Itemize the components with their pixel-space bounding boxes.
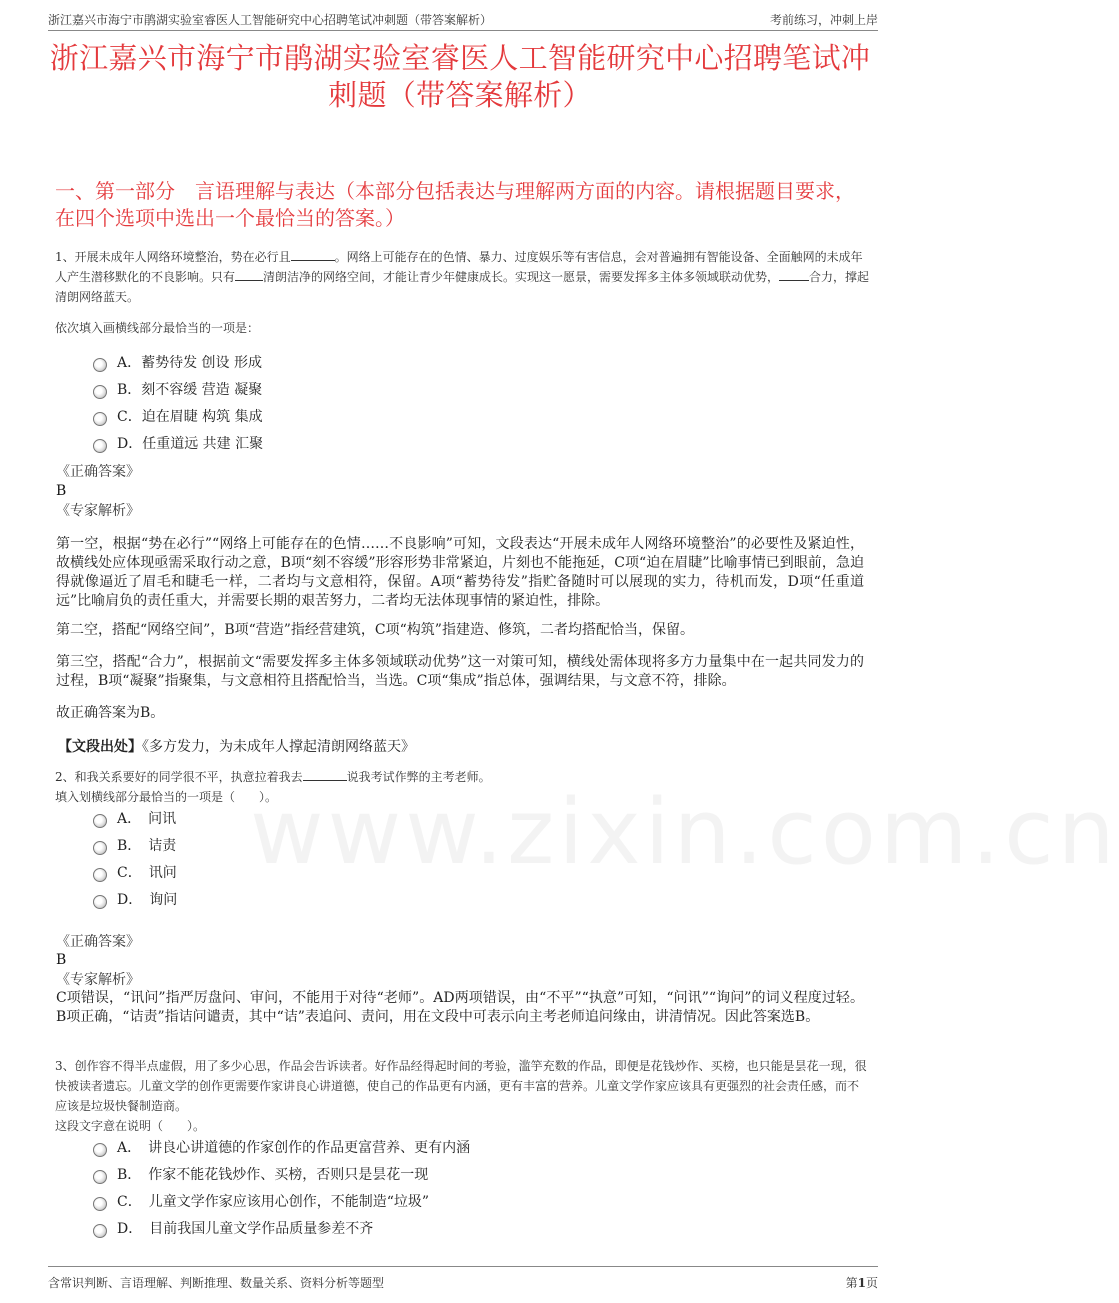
radio-icon[interactable] xyxy=(93,1170,107,1184)
watermark: www.zixin.com.cn xyxy=(250,780,1119,885)
page-number: 第1页 xyxy=(845,1276,878,1290)
q2-analysis: C项错误，“讯问”指严厉盘问、审问，不能用于对待“老师”。AD两项错误，由“不平”“执意”可知，“问讯”“询问”的词义程度过轻。B项正确，“诘责”指诘问谴责，其中“诘”表追问、责问，用在文段中可表示向主考老师追问缘由，讲清情况。因此答案选B。 xyxy=(56,990,864,1025)
q1-ask: 依次填入画横线部分最恰当的一项是： xyxy=(55,321,260,335)
radio-icon[interactable] xyxy=(93,1224,107,1238)
q3-option-d[interactable]: D． 目前我国儿童文学作品质量参差不齐 xyxy=(93,1219,373,1239)
q3-option-c[interactable]: C． 儿童文学作家应该用心创作，不能制造“垃圾” xyxy=(93,1192,429,1212)
q1-analysis-para-3: 第三空，搭配“合力”，根据前文“需要发挥多主体多领域联动优势”这一对策可知，横线处需体现将多方力量集中在一起共同发力的过程，B项“凝聚”指聚集，与文意相符且搭配恰当，当选。C项“集成”指总体，强调结果，与文意不符，排除。 xyxy=(56,654,864,689)
q2-option-c[interactable]: C． 讯问 xyxy=(93,863,177,883)
q1-option-b[interactable]: B．刻不容缓 营造 凝聚 xyxy=(93,380,262,400)
q2-option-b[interactable]: B． 诘责 xyxy=(93,836,176,856)
q1-option-c[interactable]: C．迫在眉睫 构筑 集成 xyxy=(93,407,263,427)
radio-icon[interactable] xyxy=(93,868,107,882)
q3-ask: 这段文字意在说明（ ）。 xyxy=(55,1119,206,1133)
radio-icon[interactable] xyxy=(93,841,107,855)
q2-option-a[interactable]: A． 问讯 xyxy=(93,809,176,829)
radio-icon[interactable] xyxy=(93,814,107,828)
section-heading: 一、第一部分 言语理解与表达（本部分包括表达与理解两方面的内容。请根据题目要求，在四个选项中选出一个最恰当的答案。） xyxy=(55,179,855,230)
q2-answer-label: 《正确答案》 xyxy=(56,934,140,950)
q1-answer-label: 《正确答案》 xyxy=(56,464,140,480)
radio-icon[interactable] xyxy=(93,895,107,909)
q2-option-d[interactable]: D． 询问 xyxy=(93,890,177,910)
radio-icon[interactable] xyxy=(93,412,107,426)
q1-analysis-para-4: 故正确答案为B。 xyxy=(56,705,165,721)
q2-answer: B xyxy=(56,952,67,968)
q1-stem: 1、开展未成年人网络环境整治，势在必行且 。网络上可能存在的色情、暴力、过度娱乐等有害信息，会对普遍拥有智能设备、全面触网的未成年人产生潜移默化的不良影响。只有 清朗洁净的网络空间，才能让青少年健康成长。实现这一愿景，需要发挥多主体多领域联动优势， 合力，撑起清朗网络蓝天。 xyxy=(55,250,870,304)
q1-analysis-para-1: 第一空，根据“势在必行”“网络上可能存在的色情……不良影响”可知，文段表达“开展未成年人网络环境整治”的必要性及紧迫性，故横线处应体现亟需采取行动之意，B项“刻不容缓”形容形势非常紧迫，片刻也不能拖延，C项“迫在眉睫”比喻事情已到眼前，急迫得就像逼近了眉毛和睫毛一样，二者均与文意相符，保留。A项“蓄势待发”指贮备随时可以展现的实力，待机而发，D项“任重道远”比喻肩负的责任重大，并需要长期的艰苦努力，二者均无法体现事情的紧迫性，排除。 xyxy=(56,536,864,609)
header-slogan: 考前练习，冲刺上岸 xyxy=(769,13,878,27)
radio-icon[interactable] xyxy=(93,1197,107,1211)
q2-analysis-label: 《专家解析》 xyxy=(56,972,140,988)
q1-source: 【文段出处】《多方发力，为未成年人撑起清朗网络蓝天》 xyxy=(58,739,415,755)
q1-answer: B xyxy=(56,483,67,499)
q1-option-a[interactable]: A．蓄势待发 创设 形成 xyxy=(93,353,262,373)
q1-analysis-para-2: 第二空，搭配“网络空间”，B项“营造”指经营建筑，C项“构筑”指建造、修筑，二者均搭配恰当，保留。 xyxy=(56,622,694,638)
q2-ask: 填入划横线部分最恰当的一项是（ ）。 xyxy=(55,790,278,804)
header-title: 浙江嘉兴市海宁市鹃湖实验室睿医人工智能研究中心招聘笔试冲刺题（带答案解析） xyxy=(48,13,493,27)
page-title: 浙江嘉兴市海宁市鹃湖实验室睿医人工智能研究中心招聘笔试冲刺题（带答案解析） xyxy=(49,41,871,112)
q3-option-a[interactable]: A． 讲良心讲道德的作家创作的作品更富营养、更有内涵 xyxy=(93,1138,470,1158)
q2-stem: 2、和我关系要好的同学很不平，执意拉着我去 说我考试作弊的主考老师。 xyxy=(55,770,491,784)
footer-topics: 含常识判断、言语理解、判断推理、数量关系、资料分析等题型 xyxy=(48,1276,385,1290)
page-footer xyxy=(48,1266,878,1303)
radio-icon[interactable] xyxy=(93,385,107,399)
radio-icon[interactable] xyxy=(93,1143,107,1157)
q1-option-d[interactable]: D．任重道远 共建 汇聚 xyxy=(93,434,263,454)
q1-analysis-label: 《专家解析》 xyxy=(56,503,140,519)
q3-option-b[interactable]: B． 作家不能花钱炒作、买榜，否则只是昙花一现 xyxy=(93,1165,428,1185)
page-header xyxy=(48,0,878,31)
radio-icon[interactable] xyxy=(93,439,107,453)
q3-stem: 3、创作容不得半点虚假，用了多少心思，作品会告诉读者。好作品经得起时间的考验，滥竽充数的作品，即便是花钱炒作、买榜，也只能是昙花一现，很快被读者遗忘。儿童文学的创作更需要作家讲良心讲道德，使自己的作品更有内涵，更有丰富的营养。儿童文学作家应该具有更强烈的社会责任感，而不应该是垃圾快餐制造商。 xyxy=(55,1059,867,1113)
radio-icon[interactable] xyxy=(93,358,107,372)
